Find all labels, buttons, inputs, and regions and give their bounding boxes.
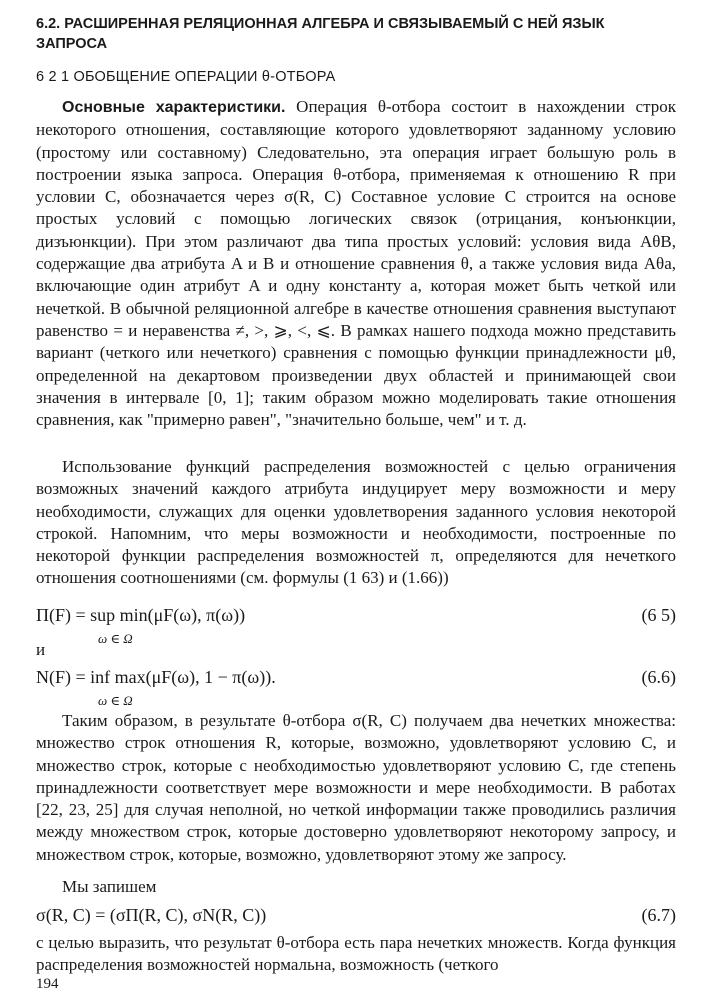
formula-number: (6 5) [641, 605, 676, 625]
paragraph-selection-result: Таким образом, в результате θ-отбора σ(R, C) получаем два нечетких множества: множество строк отношения R, которые, возможно, удовлетворяют условию C, и множество строк, которые с необходимостью удовлетворяют условию C, где степень принадлежности соответствует мере возможности и мере необходимости. В работах [22, 23, 25] для случая неполной, но четкой информации также проводились различия между множеством строк, которые достоверно удовлетворяют некоторому запросу, и множеством строк, которые, возможно, удовлетворяют этому же запросу. [36, 711, 676, 864]
section-title: 6.2. РАСШИРЕННАЯ РЕЛЯЦИОННАЯ АЛГЕБРА И СВЯЗЫВАЕМЫЙ С НЕЙ ЯЗЫК ЗАПРОСА [36, 16, 605, 52]
formula-subscript: ω ∈ Ω [98, 693, 133, 708]
page-number: 194 [36, 976, 59, 992]
paragraph-fuzzy-pair: с целью выразить, что результат θ-отбора есть пара нечетких множеств. Когда функция распределения возможностей нормальна, возможность (четкого [36, 933, 676, 975]
formula-expression: Π(F) = sup min(μF(ω), π(ω)) [36, 605, 246, 625]
paragraph-we-write: Мы запишем [62, 877, 157, 896]
formula-subscript: ω ∈ Ω [98, 631, 133, 646]
formula-number: (6.6) [641, 667, 676, 687]
formula-number: (6.7) [641, 905, 676, 925]
paragraph-text: Операция θ-отбора состоит в нахождении строк некоторого отношения, составляющие которого удовлетворяют заданному условию (простому или составному) Следовательно, эта операция играет большую роль в построении языка запроса. Операция θ-отбора, применяемая к отношению R при условии C, обозначается через σ(R, C) Составное условие C строится на основе простых условий с помощью логических связок (отрицания, конъюнкции, дизъюнкции). При этом различают два типа простых условий: условия вида AθB, содержащие два атрибута A и B и отношение сравнения θ, а также условия вида Aθa, включающие один атрибут A и одну константу a, которая может быть четкой или нечеткой. В обычной реляционной алгебре в качестве отношения сравнения выступают равенство = и неравенства ≠, >, ⩾, <, ⩽. В рамках нашего подхода можно представить вариант (четкого или нечеткого) сравнения с помощью функции принадлежности μθ, определенной на декартовом произведении двух областей и принимающей свои значения в интервале [0, 1]; таким образом можно моделировать такие отношения сравнения, как "примерно равен", "значительно больше, чем" и т. д. [36, 97, 676, 430]
paragraph-characteristics [36, 96, 676, 431]
formula-expression: σ(R, C) = (σΠ(R, C), σN(R, C)) [36, 905, 267, 925]
conjunction-and: и [36, 640, 46, 659]
subsection-title: 6 2 1 ОБОБЩЕНИЕ ОПЕРАЦИИ θ-ОТБОРА [36, 69, 336, 85]
paragraph-possibility-measures: Использование функций распределения возможностей с целью ограничения возможных значений каждого атрибута индуцирует меру возможности и меру необходимости, служащих для оценки удовлетворения заданного условия некоторой строкой. Напомним, что меры возможности и необходимости, построенные по некоторой функции распределения возможностей π, определяются для нечеткого отношения соотношениями (см. формулы (1 63) и (1.66)) [36, 457, 676, 588]
paragraph-lead: Основные характеристики. [62, 99, 286, 116]
formula-expression: N(F) = inf max(μF(ω), 1 − π(ω)). [36, 667, 276, 687]
